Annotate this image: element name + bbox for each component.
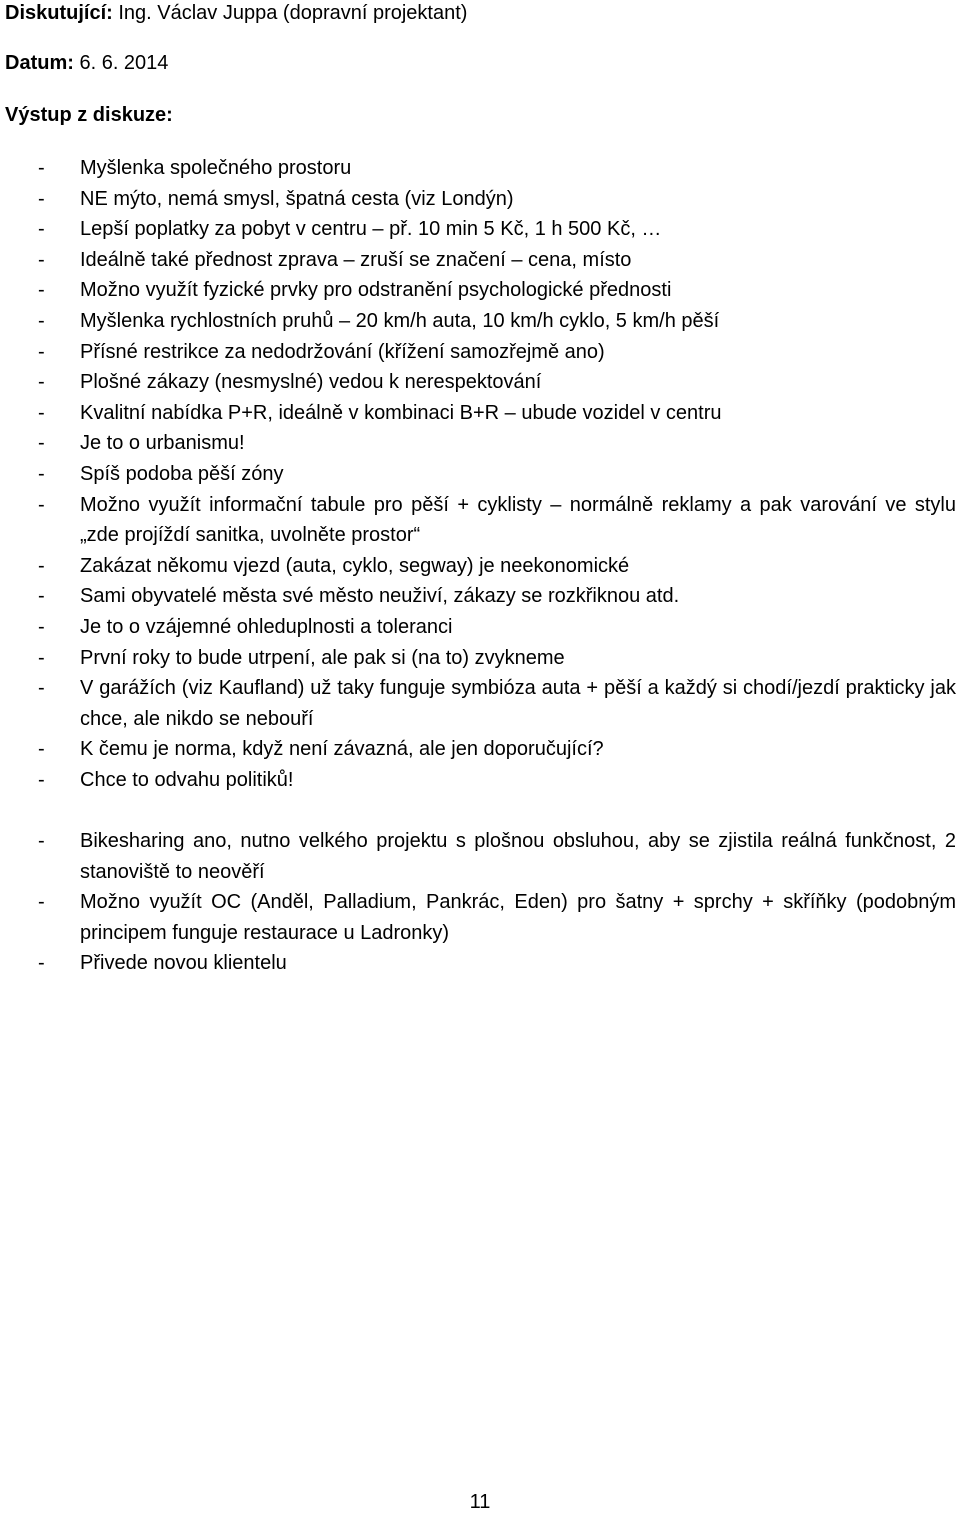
date-line bbox=[5, 51, 168, 75]
list-item bbox=[0, 459, 960, 490]
bullet-dash: - bbox=[38, 432, 45, 455]
list-item bbox=[0, 367, 960, 398]
page-number: 11 bbox=[469, 1491, 491, 1513]
list-item-text: V garážích (viz Kaufland) už taky funguje symbióza auta + pěší a každý si chodí/jezdí prakticky jak chce, ale nikdo se nebouří bbox=[80, 677, 956, 730]
bullet-dash: - bbox=[38, 830, 45, 853]
list-item bbox=[0, 398, 960, 429]
list-item bbox=[0, 337, 960, 368]
list-item bbox=[0, 581, 960, 612]
bullet-dash: - bbox=[38, 157, 45, 179]
discussant-label: Diskutující: bbox=[5, 2, 113, 24]
list-item-text: Možno využít OC (Anděl, Palladium, Pankrác, Eden) pro šatny + sprchy + skříňky (podobným principem funguje restaurace u Ladronky) bbox=[80, 891, 956, 944]
date-label: Datum: bbox=[5, 52, 74, 74]
list-item bbox=[0, 765, 960, 796]
list-item-text: Je to o urbanismu! bbox=[80, 432, 245, 455]
list-item bbox=[0, 275, 960, 306]
list-item bbox=[0, 245, 960, 276]
list-item-text: Myšlenka rychlostních pruhů – 20 km/h auta, 10 km/h cyklo, 5 km/h pěší bbox=[80, 309, 720, 332]
list-item bbox=[0, 612, 960, 643]
list-item bbox=[0, 734, 960, 765]
list-item-text: Myšlenka společného prostoru bbox=[80, 157, 352, 179]
list-item bbox=[0, 643, 960, 674]
list-item-text: NE mýto, nemá smysl, špatná cesta (viz Londýn) bbox=[80, 187, 514, 210]
list-item-text: K čemu je norma, když není závazná, ale jen doporučující? bbox=[80, 738, 604, 761]
list-item-text: Přísné restrikce za nedodržování (křížení samozřejmě ano) bbox=[80, 340, 605, 363]
list-item bbox=[0, 826, 960, 887]
list-item-text: Chce to odvahu politiků! bbox=[80, 768, 294, 791]
bullet-dash: - bbox=[38, 738, 45, 761]
list-item bbox=[0, 184, 960, 215]
bullet-dash: - bbox=[38, 891, 45, 914]
list-item-text: Sami obyvatelé města své město neuživí, zákazy se rozkřiknou atd. bbox=[80, 585, 680, 608]
list-item-text: Lepší poplatky za pobyt v centru – př. 10 min 5 Kč, 1 h 500 Kč, … bbox=[80, 218, 662, 241]
list-item bbox=[0, 673, 960, 734]
bullet-dash: - bbox=[38, 309, 45, 332]
list-item-text: Přivede novou klientelu bbox=[80, 952, 287, 975]
bullet-dash: - bbox=[38, 615, 45, 638]
list-item-text: Možno využít informační tabule pro pěší + cyklisty – normálně reklamy a pak varování ve stylu „zde projíždí sanitka, uvolněte prostor“ bbox=[80, 493, 956, 547]
list-item bbox=[0, 887, 960, 948]
discussant-value: Ing. Václav Juppa (dopravní projektant) bbox=[118, 2, 468, 24]
list-item bbox=[0, 153, 960, 184]
list-item-text: Bikesharing ano, nutno velkého projektu s plošnou obsluhou, aby se zjistila reálná funkčnost, 2 stanoviště to neověří bbox=[80, 830, 956, 883]
list-item bbox=[0, 428, 960, 459]
bullet-dash: - bbox=[38, 585, 45, 608]
bullet-dash: - bbox=[38, 646, 45, 669]
bullet-dash: - bbox=[38, 768, 45, 791]
list-item-text: Je to o vzájemné ohleduplnosti a toleranci bbox=[80, 615, 453, 638]
discussion-output-list bbox=[0, 153, 960, 979]
list-item-text: Plošné zákazy (nesmyslné) vedou k nerespektování bbox=[80, 371, 542, 394]
date-value: 6. 6. 2014 bbox=[79, 52, 169, 74]
bullet-dash: - bbox=[38, 340, 45, 363]
bullet-dash: - bbox=[38, 248, 45, 271]
bullet-dash: - bbox=[38, 952, 45, 975]
list-item bbox=[0, 551, 960, 582]
bullet-dash: - bbox=[38, 677, 45, 700]
list-spacer bbox=[0, 795, 960, 826]
list-item-text: Spíš podoba pěší zóny bbox=[80, 462, 284, 485]
list-item bbox=[0, 948, 960, 979]
bullet-dash: - bbox=[38, 462, 45, 485]
list-item-text: Zakázat někomu vjezd (auta, cyklo, segway) je neekonomické bbox=[80, 554, 630, 577]
list-item bbox=[0, 490, 960, 551]
bullet-dash: - bbox=[38, 554, 45, 577]
list-item bbox=[0, 214, 960, 245]
list-item bbox=[0, 306, 960, 337]
bullet-dash: - bbox=[38, 493, 45, 516]
bullet-dash: - bbox=[38, 401, 45, 424]
bullet-dash: - bbox=[38, 187, 45, 210]
bullet-dash: - bbox=[38, 371, 45, 394]
list-item-text: Ideálně také přednost zprava – zruší se značení – cena, místo bbox=[80, 248, 632, 271]
list-item-text: První roky to bude utrpení, ale pak si (na to) zvykneme bbox=[80, 646, 565, 669]
bullet-dash: - bbox=[38, 279, 45, 302]
list-item-text: Možno využít fyzické prvky pro odstranění psychologické přednosti bbox=[80, 279, 672, 302]
discussant-line bbox=[5, 1, 467, 25]
list-item-text: Kvalitní nabídka P+R, ideálně v kombinaci B+R – ubude vozidel v centru bbox=[80, 401, 722, 424]
bullet-dash: - bbox=[38, 218, 45, 241]
output-heading: Výstup z diskuze: bbox=[5, 104, 173, 126]
